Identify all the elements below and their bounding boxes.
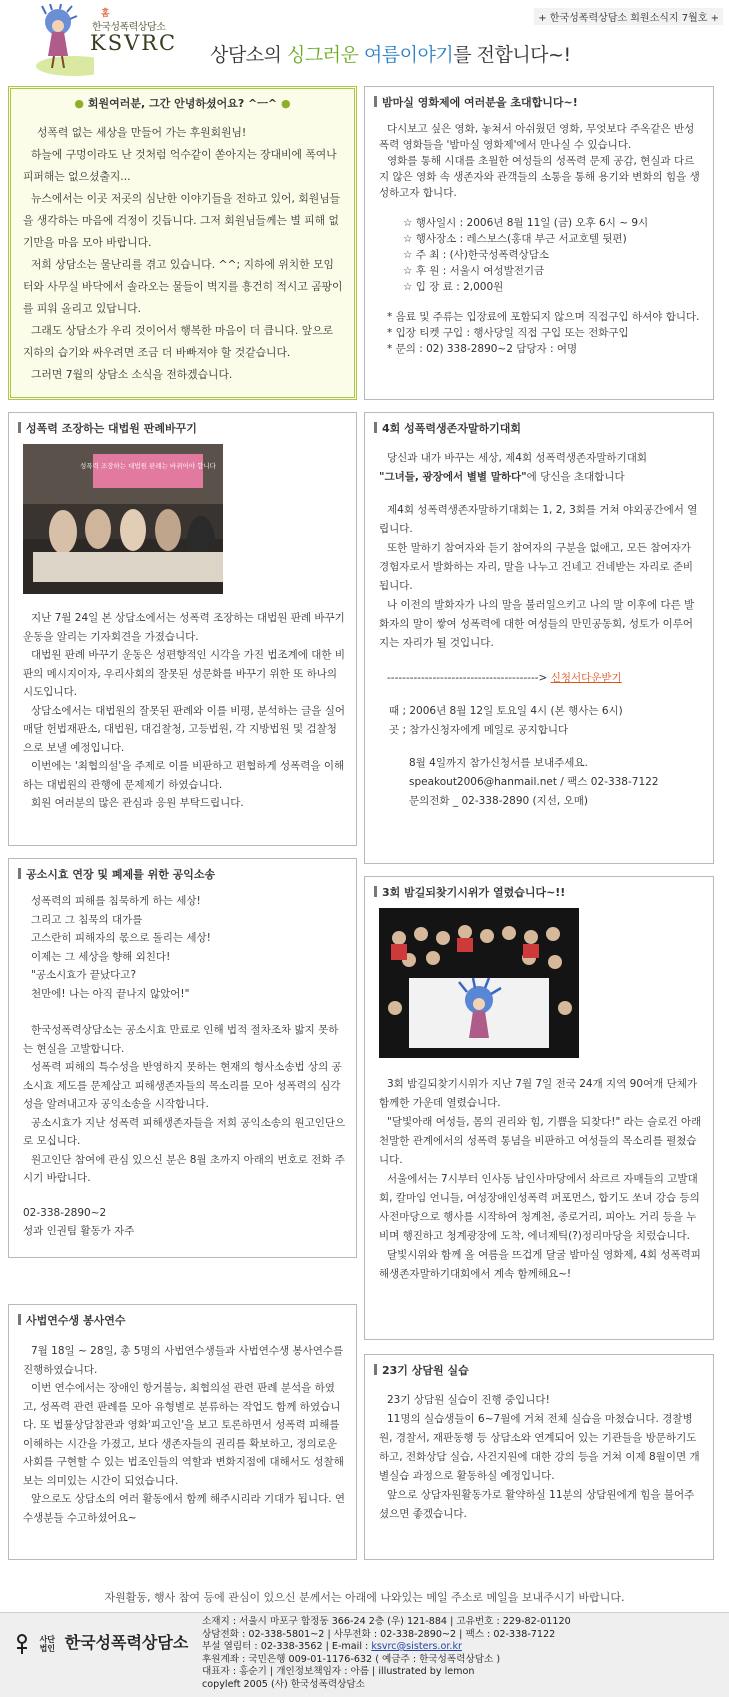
statute-paragraph: 성폭력 피해의 특수성을 반영하지 못하는 현재의 형사소송법 상의 공소시효 제도를 문제삼고 피해생존자들의 목소리를 모아 성폭력의 심각성을 알려내고자 공익소송을 시작합니다. <box>23 1061 342 1110</box>
statute-poem <box>23 892 346 1003</box>
footer-org-name: 한국성폭력상담소 <box>64 1633 189 1652</box>
logo-ksvrc-text: KSVRC <box>90 31 178 55</box>
speakout-where: 곳 ; 참가신청자에게 메일로 공지합니다 <box>389 724 569 736</box>
greeting-title <box>11 95 354 111</box>
speakout-deadline: 8월 4일까지 참가신청서를 보내주세요. <box>409 757 588 769</box>
poem-line: 성폭력의 피해를 침묵하게 하는 세상! <box>31 895 201 907</box>
greeting-box <box>8 86 357 400</box>
counselor-paragraph: 23기 상담원 실습이 진행 중입니다! <box>387 1394 550 1406</box>
title-part3: 여름이야기 <box>363 44 454 66</box>
film-note: * 문의 : 02) 338-2890~2 담당자 : 여명 <box>387 343 578 355</box>
application-download-link[interactable]: 신청서다운받기 <box>550 672 622 684</box>
greeting-paragraph: 그래도 상담소가 우리 것이어서 행복한 마음이 더 큽니다. 앞으로 지하의 습기와 싸우려면 조금 더 바빠져야 할 것같습니다. <box>23 324 334 359</box>
logo-small-text: 사단 법인 <box>39 1634 56 1653</box>
star-icon: ● <box>74 97 85 110</box>
film-notes <box>387 309 703 357</box>
statute-phone: 02-338-2890~2 <box>23 1206 107 1219</box>
footer-representative: 대표자 : 홍순기 | 개인정보책임자 : 아름 | illustrated by lemon <box>202 1666 475 1677</box>
footer-phones: 상담전화 : 02-338-5801~2 | 사무전화 : 02-338-2890~2 | 팩스 : 02-338-7122 <box>202 1628 556 1640</box>
speakout-contact-email: speakout2006@hanmail.net / 팩스 02-338-7122 <box>409 776 659 788</box>
film-note: * 입장 티켓 구입 : 행사당일 직접 구입 또는 전화구입 <box>387 327 629 339</box>
film-detail: ☆ 주 최 : (사)한국성폭력상담소 <box>403 249 550 261</box>
speakout-box <box>364 412 714 864</box>
film-festival-title: 밤마실 영화제에 여러분을 초대합니다~! <box>365 87 713 110</box>
poem-line: 고스란히 피해자의 몫으로 돌리는 세상! <box>31 932 211 944</box>
film-detail: ☆ 행사일시 : 2006년 8월 11일 (금) 오후 6시 ~ 9시 <box>403 217 649 229</box>
speakout-lead-2: "그녀들, 광장에서 별별 말하다"에 당신을 초대합니다 <box>379 471 625 483</box>
title-part4: 를 전합니다~! <box>453 44 571 66</box>
march-paragraph: 3회 밤길되찾기시위가 지난 7월 7일 전국 24개 지역 90여개 단체가 함께한 가운데 열렸습니다. <box>379 1078 698 1109</box>
logo-org-name: 한국성폭력상담소 <box>92 22 166 33</box>
poem-line: "공소시효가 끝났다고? <box>31 969 137 981</box>
footer-logo <box>14 1630 188 1655</box>
statute-team: 성과 인권팀 활동가 자주 <box>23 1225 135 1237</box>
training-title: 사법연수생 봉사연수 <box>9 1305 356 1328</box>
march-paragraph: "달빛아래 여성들, 몸의 권리와 힘, 기쁨을 되찾다!" 라는 슬로건 아래 천말한 관계에서의 성폭력 통념을 비판하고 여성들의 목소리를 펼쳤습니다. <box>379 1116 702 1166</box>
statute-box <box>8 858 357 1258</box>
greeting-paragraph: 저희 상담소는 물난리를 겪고 있습니다. ^^; 지하에 위치한 모임터와 사무실 바닥에서 솔라오는 물들이 벽지를 흥건히 적시고 곰팡이를 피워 올리고 있답니다. <box>23 258 343 315</box>
issue-label: + 한국성폭력상담소 회원소식지 7월호 + <box>534 8 723 25</box>
film-detail: ☆ 후 원 : 서울시 여성발전기금 <box>403 265 545 277</box>
poem-line: 이제는 그 세상을 향해 외친다! <box>31 950 171 963</box>
march-box <box>364 876 714 1340</box>
footer-email-link[interactable]: ksvrc@sisters.or.kr <box>371 1641 462 1652</box>
press-conference-photo <box>23 444 223 594</box>
march-group-photo <box>379 908 579 1058</box>
org-symbol-icon <box>14 1633 30 1655</box>
statute-paragraph: 원고인단 참여에 관심 있으신 분은 8월 초까지 아래의 번호로 전화 주시기 바랍니다. <box>23 1153 345 1184</box>
counselor-title: 23기 상담원 실습 <box>365 1355 713 1378</box>
footer-account: 후원계좌 : 국민은행 009-01-1176-632 ( 예금주 : 한국성폭력상담소 ) <box>202 1653 501 1665</box>
newsletter-title <box>210 40 571 67</box>
speakout-when: 때 ; 2006년 8월 12일 토요일 4시 (본 행사는 6시) <box>389 705 623 717</box>
footer-address: 소재지 : 서울시 마포구 합정동 366-24 2층 (우) 121-884 | 고유번호 : 229-82-01120 <box>202 1616 571 1627</box>
statute-paragraph: 공소시효가 지난 성폭력 피해생존자들을 저희 공익소송의 원고인단으로 모십니다. <box>23 1116 346 1147</box>
training-paragraph: 7월 18일 ~ 28일, 총 5명의 사법연수생들과 사법연수생 봉사연수를 진행하였습니다. <box>23 1345 344 1376</box>
download-dashes: ----------------------------------------> <box>387 672 548 684</box>
poem-line: 천만에! 나는 아직 끝나지 않았어!" <box>31 987 190 1000</box>
greeting-paragraph: 성폭력 없는 세상을 만들어 가는 후원회원님! <box>37 126 247 139</box>
film-festival-box <box>364 86 714 400</box>
speakout-title: 4회 성폭력생존자말하기대회 <box>365 413 713 436</box>
ruling-paragraph: 지난 7월 24일 본 상담소에서는 성폭력 조장하는 대법원 판례 바꾸기 운동을 알리는 기자회견을 가졌습니다. <box>23 612 345 643</box>
speakout-lead: 당신과 내가 바꾸는 세상, 제4회 성폭력생존자말하기대회 <box>387 452 647 464</box>
title-part1: 상담소의 <box>210 44 287 66</box>
training-paragraph: 앞으로도 상담소의 여러 활동에서 함께 해주시리라 기대가 됩니다. 연수생분들 수고하셨어요~ <box>23 1493 346 1524</box>
counselor-paragraph: 앞으로 상담자원활동가로 활약하실 11분의 상담원에게 힘을 불어주셨으면 좋겠습니다. <box>379 1489 695 1520</box>
home-link[interactable]: 홈 <box>101 9 110 19</box>
greeting-paragraph: 그러면 7월의 상담소 소식을 전하겠습니다. <box>31 368 233 381</box>
statute-title: 공소시효 연장 및 폐제를 위한 공익소송 <box>9 859 356 882</box>
footer-contact-info <box>202 1616 571 1691</box>
mascot-illustration <box>34 4 94 76</box>
film-note: * 음료 및 주류는 입장료에 포함되지 않으며 직접구입 하셔야 합니다. <box>387 311 700 323</box>
film-detail: ☆ 행사장소 : 레스보스(홍대 부근 서교호텔 뒷편) <box>403 233 627 245</box>
film-intro: 다시보고 싶은 영화, 놓쳐서 아쉬웠던 영화, 무엇보다 주옥같은 반성폭력 영화들을 '밤마실 영화제'에서 만나실 수 있습니다. <box>379 123 695 151</box>
statute-paragraph: 한국성폭력상담소는 공소시효 만료로 인해 법적 절차조차 밟지 못하는 현실을 고발합니다. <box>23 1024 339 1055</box>
poem-line: 그리고 그 침묵의 대가를 <box>31 913 143 926</box>
training-paragraph: 이번 연수에서는 장애인 항거불능, 최협의설 관련 판례 분석을 하였고, 성폭력 관련 판례를 모아 유형별로 분류하는 작업도 함께 하였습니다. 또 법률상담참관과 영화'피고인'을 보고 토론하면서 성폭력 피해를 이해하는 시간을 가졌고, 보다 생존자들의 권리를 확보하고, 정의로운 사회를 구현할 수 있는 법조인들의 역할과 변화지점에 대해서도 성찰해보는 의미있는 시간이 되었습니다. <box>23 1382 344 1487</box>
greeting-paragraph: 뉴스에서는 이곳 저곳의 심난한 이야기들을 전하고 있어, 회원님들을 생각하는 마음에 걱정이 깃듭니다. 그저 회원님들께는 별 피해 없기만을 마음 모아 바랍니다. <box>23 192 341 249</box>
speakout-paragraph: 제4회 성폭력생존자말하기대회는 1, 2, 3회를 거쳐 야외공간에서 열립니다. <box>379 504 698 535</box>
footer-copyleft: copyleft 2005 (사) 한국성폭력상담소 <box>202 1678 365 1690</box>
march-paragraph: 서울에서는 7시부터 인사동 남인사마당에서 솨르르 자매들의 고발대회, 칼마임 언니들, 여성장애인성폭력 퍼포먼스, 합기도 쏘녀 강습 등의 사전마당으로 행사를 시작하여 청계천, 종로거리, 피아노 거리 등을 누비며 행진하고 청계광장에 도착, 에너제틱(?)정리마당을 치렀습니다. <box>379 1173 700 1242</box>
training-box <box>8 1304 357 1560</box>
speakout-paragraph: 나 이전의 발화자가 나의 말을 불러일으키고 나의 말 이후에 다른 발화자의 말이 쌓여 성폭력에 대한 여성들의 만민공동회, 성토가 이루어지는 자리가 될 것입니다. <box>379 599 695 649</box>
star-icon: ● <box>280 97 291 110</box>
greeting-paragraph: 하늘에 구멍이라도 난 것처럼 억수같이 쏟아지는 장대비에 폭여나 피퍼해는 없으셨출지... <box>23 148 337 183</box>
footer <box>0 1612 729 1697</box>
ruling-box <box>8 412 357 846</box>
ruling-paragraph: 상담소에서는 대법원의 잘못된 판례와 이를 비평, 분석하는 글을 실어 매달 헌법재판소, 대법원, 대검찰청, 고등법원, 각 지방법원 및 검찰청으로 보낼 예정입니다. <box>23 704 346 754</box>
ksvrc-logo[interactable] <box>30 4 180 76</box>
ruling-paragraph: 이번에는 '최협의설'을 주제로 이를 비판하고 편협하게 성폭력을 이해하는 대법원의 관행에 문제제기 하였습니다. <box>23 760 345 791</box>
march-paragraph: 달빛시위와 함께 올 여름을 뜨겁게 달굴 밤마실 영화제, 4회 성폭력피해생존자말하기대회에서 계속 함께해요~! <box>379 1249 701 1280</box>
counselor-paragraph: 11명의 실습생들이 6~7월에 거쳐 전체 실습을 마쳤습니다. 경찰병원, 경찰서, 재판동행 등 상담소와 연계되어 있는 기관들을 방문하기도 하고, 전화상담 실습, 사건지원에 대한 강의 등을 거쳐 이제 8월이면 개별실습 과정으로 활동하실 예정입니다. <box>379 1413 700 1482</box>
ruling-paragraph: 대법원 판례 바꾸기 운동은 성편향적인 시각을 가진 법조계에 대한 비판의 메시지이자, 우리사회의 잘못된 성문화를 바꾸기 위한 또 하나의 시도입니다. <box>23 649 346 698</box>
volunteer-note: 자원활동, 행사 참여 등에 관심이 있으신 분께서는 아래에 나와있는 메일 주소로 메일을 보내주시기 바랍니다. <box>104 1591 625 1604</box>
counselor-box <box>364 1354 714 1560</box>
download-row <box>379 669 703 688</box>
greeting-title-text: 회원여러분, 그간 안녕하셨어요? ^ㅡ^ <box>87 97 278 110</box>
photo-banner-text: 성폭력 조장하는 대법원 판례는 바뀌어야 합니다 <box>80 462 216 470</box>
greeting-body <box>11 111 354 386</box>
speakout-contact-phone: 문의전화 _ 02-338-2890 (지선, 오매) <box>409 795 588 807</box>
newsletter-header <box>0 0 729 82</box>
film-intro: 영화를 통해 시대를 초월한 여성들의 성폭력 문제 공감, 현실과 다르지 않은 영화 속 생존자와 관객들의 소통을 통해 용기와 변화의 힘을 생성하고자 합니다. <box>379 155 700 199</box>
ruling-paragraph: 회원 여러분의 많은 관심과 응원 부탁드립니다. <box>31 797 244 809</box>
ruling-title: 성폭력 조장하는 대법원 판례바꾸기 <box>9 413 356 436</box>
speakout-paragraph: 또한 말하기 참여자와 듣기 참여자의 구분을 없애고, 모든 참여자가 경험자로서 발화하는 자리, 말을 나누고 건네고 건네받는 자리로 준비됩니다. <box>379 542 694 592</box>
film-detail: ☆ 입 장 료 : 2,000원 <box>403 281 504 293</box>
footer-email-row: 부설 열림터 : 02-338-3562 | E-mail : ksvrc@sisters.or.kr <box>202 1641 462 1652</box>
march-title: 3회 밤길되찾기시위가 열렸습니다~!! <box>365 877 713 900</box>
film-details <box>403 215 703 295</box>
title-part2: 싱그러운 <box>286 44 364 66</box>
